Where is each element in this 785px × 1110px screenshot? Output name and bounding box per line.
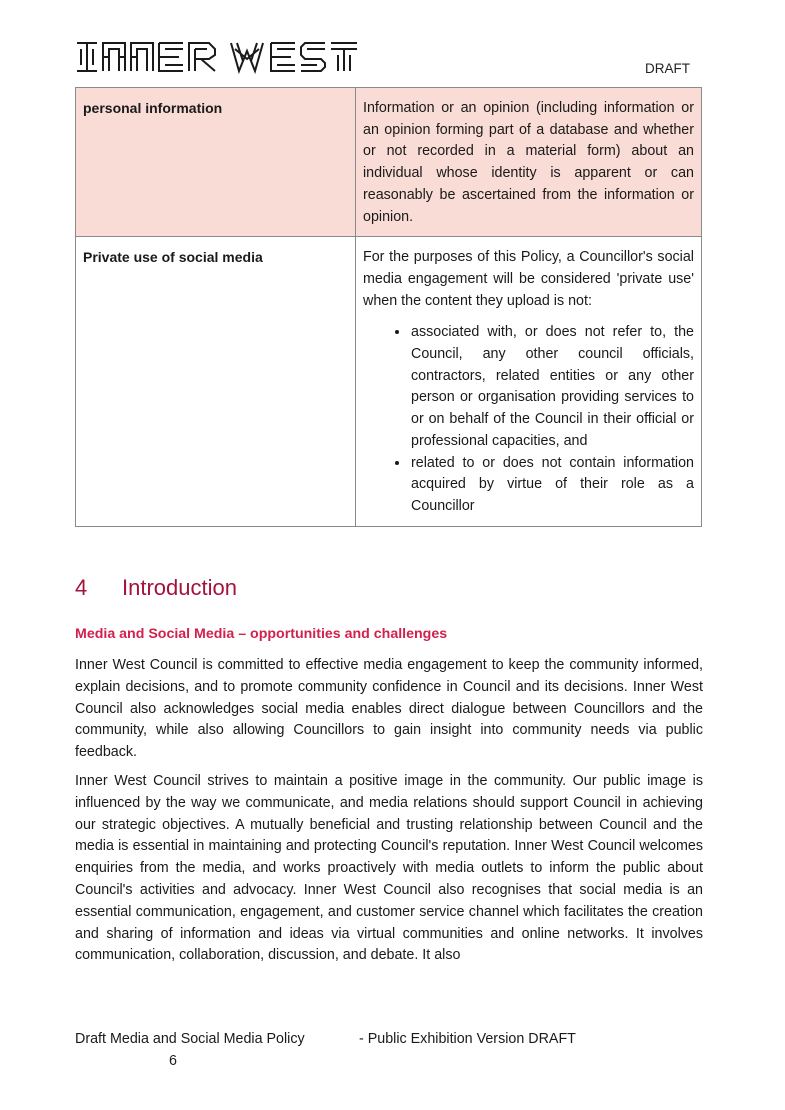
draft-label: DRAFT	[645, 61, 690, 76]
section-heading	[75, 575, 237, 601]
table-row	[76, 88, 702, 237]
inner-west-logo	[75, 37, 375, 77]
list-item: • associated with, or does not refer to, the Council, any other council officials, contractors, related entities or any other person or organisation providing services to or on behalf of the Council in their official or professional capacities, and	[410, 322, 694, 452]
subheading: Media and Social Media – opportunities and challenges	[75, 626, 448, 642]
footer-version: - Public Exhibition Version DRAFT	[359, 1031, 576, 1047]
section-title: Introduction	[122, 575, 237, 600]
paragraph: Inner West Council strives to maintain a positive image in the community. Our public image is influenced by the way we communicate, and media relations should support Council in achieving our strategic objectives. A mutually beneficial and trusting relationship between Council and the media is essential in maintaining and protecting Council's reputation. Inner West Council welcomes enquiries from the media, and works proactively with media outlets to inform the public about Council's activities and advocacy. Inner West Council also recognises that social media is an essential communication, engagement, and customer service channel which facilitates the creation and sharing of information and ideas via virtual communities and online networks. It involves communication, collaboration, discussion, and debate. It also	[75, 773, 703, 964]
list-item: • related to or does not contain information acquired by virtue of their role as a Councillor	[410, 453, 694, 518]
definition-intro: For the purposes of this Policy, a Councillor's social media engagement will be considered 'private use' when the content they upload is not:	[363, 249, 694, 309]
definitions-table	[75, 87, 702, 527]
table-row	[76, 237, 702, 526]
section-number: 4	[75, 575, 88, 600]
paragraph: Inner West Council is committed to effective media engagement to keep the community informed, explain decisions, and to promote community confidence in Council and its decisions. Inner West Council also acknowledges social media enables direct dialogue between Councillors and the community, while also allowing Councillors to gain insight into community needs via public feedback.	[75, 657, 703, 761]
page-number: 6	[169, 1053, 177, 1069]
definition-cell	[356, 237, 702, 526]
footer-title: Draft Media and Social Media Policy	[75, 1031, 305, 1047]
term-cell: Private use of social media	[76, 237, 356, 526]
definition-bullet-list	[363, 322, 694, 517]
definition-cell: Information or an opinion (including information or an opinion forming part of a database and whether or not recorded in a material form) about an individual whose identity is apparent or can reasonably be ascertained from the information or opinion.	[356, 88, 702, 237]
term-cell: personal information	[76, 88, 356, 237]
